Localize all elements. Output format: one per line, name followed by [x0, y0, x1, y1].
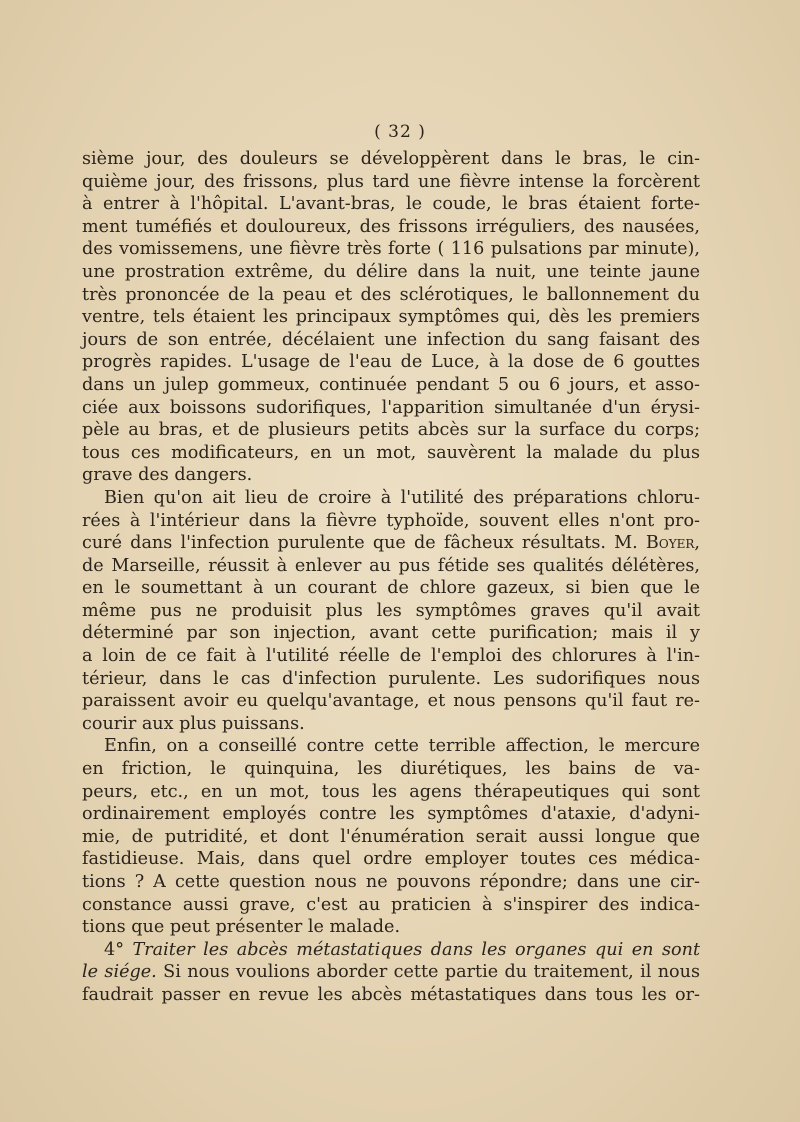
text-line	[82, 961, 700, 984]
paragraph-1	[82, 148, 700, 487]
text-line: peurs, etc., en un mot, tous les agens thérapeutiques qui sont	[82, 781, 700, 802]
text-line: tions que peut présenter le malade.	[82, 917, 401, 938]
body-text	[82, 148, 700, 1007]
text-fragment: ,	[694, 533, 700, 554]
section-heading: le siége.	[82, 962, 157, 983]
text-line: ciée aux boissons sudorifiques, l'apparition simultanée d'un érysi-	[82, 397, 700, 418]
text-line: une prostration extrême, du délire dans la nuit, une teinte jaune	[82, 261, 700, 282]
text-line	[82, 532, 700, 555]
text-line: constance aussi grave, c'est au praticien à s'inspirer des indica-	[82, 894, 700, 915]
text-line: ordinairement employés contre les symptômes d'ataxie, d'adyni-	[82, 804, 700, 825]
text-line: en friction, le quinquina, les diurétiques, les bains de va-	[82, 759, 700, 780]
text-line: ment tuméfiés et douloureux, des frissons irréguliers, des nausées,	[82, 216, 700, 237]
page-number: ( 32 )	[374, 122, 426, 142]
text-line: progrès rapides. L'usage de l'eau de Luce, à la dose de 6 gouttes	[82, 352, 700, 373]
text-line: en le soumettant à un courant de chlore gazeux, si bien que le	[82, 578, 700, 599]
text-line: même pus ne produisit plus les symptômes graves qu'il avait	[82, 600, 700, 621]
text-line: rées à l'intérieur dans la fièvre typhoïde, souvent elles n'ont pro-	[82, 510, 700, 531]
text-line: des vomissemens, une fièvre très forte ( 116 pulsations par minute),	[82, 239, 700, 260]
text-line: pèle au bras, et de plusieurs petits abcès sur la surface du corps;	[82, 420, 700, 441]
text-line: très prononcée de la peau et des sclérotiques, le ballonnement du	[82, 284, 700, 305]
text-line: Enfin, on a conseillé contre cette terrible affection, le mercure	[104, 736, 700, 757]
text-line: a loin de ce fait à l'utilité réelle de l'emploi des chlorures à l'in-	[82, 646, 700, 667]
text-line: dans un julep gommeux, continuée pendant 5 ou 6 jours, et asso-	[82, 374, 700, 395]
text-line: mie, de putridité, et dont l'énumération serait aussi longue que	[82, 826, 700, 847]
paragraph-2	[82, 487, 700, 736]
text-line: tous ces modificateurs, en un mot, sauvèrent la malade du plus	[82, 442, 700, 463]
text-line: sième jour, des douleurs se développèrent dans le bras, le cin-	[82, 149, 700, 169]
text-line: déterminé par son injection, avant cette purification; mais il y	[82, 623, 700, 644]
section-heading: Traiter les abcès métastatiques dans les organes qui en sont	[132, 939, 701, 960]
text-line: à entrer à l'hôpital. L'avant-bras, le coude, le bras étaient forte-	[82, 194, 700, 215]
paragraph-3	[82, 735, 700, 938]
text-line: quième jour, des frissons, plus tard une fièvre intense la forcèrent	[82, 171, 700, 192]
text-fragment: Si nous voulions aborder cette partie du traitement, il nous	[156, 962, 701, 983]
text-line: jours de son entrée, décélaient une infection du sang faisant des	[82, 329, 700, 350]
text-line: Bien qu'on ait lieu de croire à l'utilité des préparations chloru-	[104, 487, 700, 508]
text-line: courir aux plus puissans.	[82, 713, 305, 734]
text-line: de Marseille, réussit à enlever au pus fétide ses qualités délétères,	[82, 555, 700, 576]
text-line: grave des dangers.	[82, 465, 253, 486]
text-line: faudrait passer en revue les abcès métastatiques dans tous les or-	[82, 984, 700, 1005]
text-line: térieur, dans le cas d'infection purulente. Les sudorifiques nous	[82, 668, 700, 689]
text-fragment: curé dans l'infection purulente que de fâcheux résultats. M.	[82, 533, 638, 554]
text-line	[82, 939, 700, 962]
section-number: 4°	[104, 939, 124, 960]
text-line: fastidieuse. Mais, dans quel ordre employer toutes ces médica-	[82, 849, 700, 870]
paragraph-4	[82, 939, 700, 1007]
text-line: tions ? A cette question nous ne pouvons répondre; dans une cir-	[82, 872, 700, 892]
text-line: paraissent avoir eu quelqu'avantage, et nous pensons qu'il faut re-	[82, 691, 700, 712]
text-line: ventre, tels étaient les principaux symptômes qui, dès les premiers	[82, 307, 700, 328]
author-name: Boyer	[645, 533, 695, 554]
